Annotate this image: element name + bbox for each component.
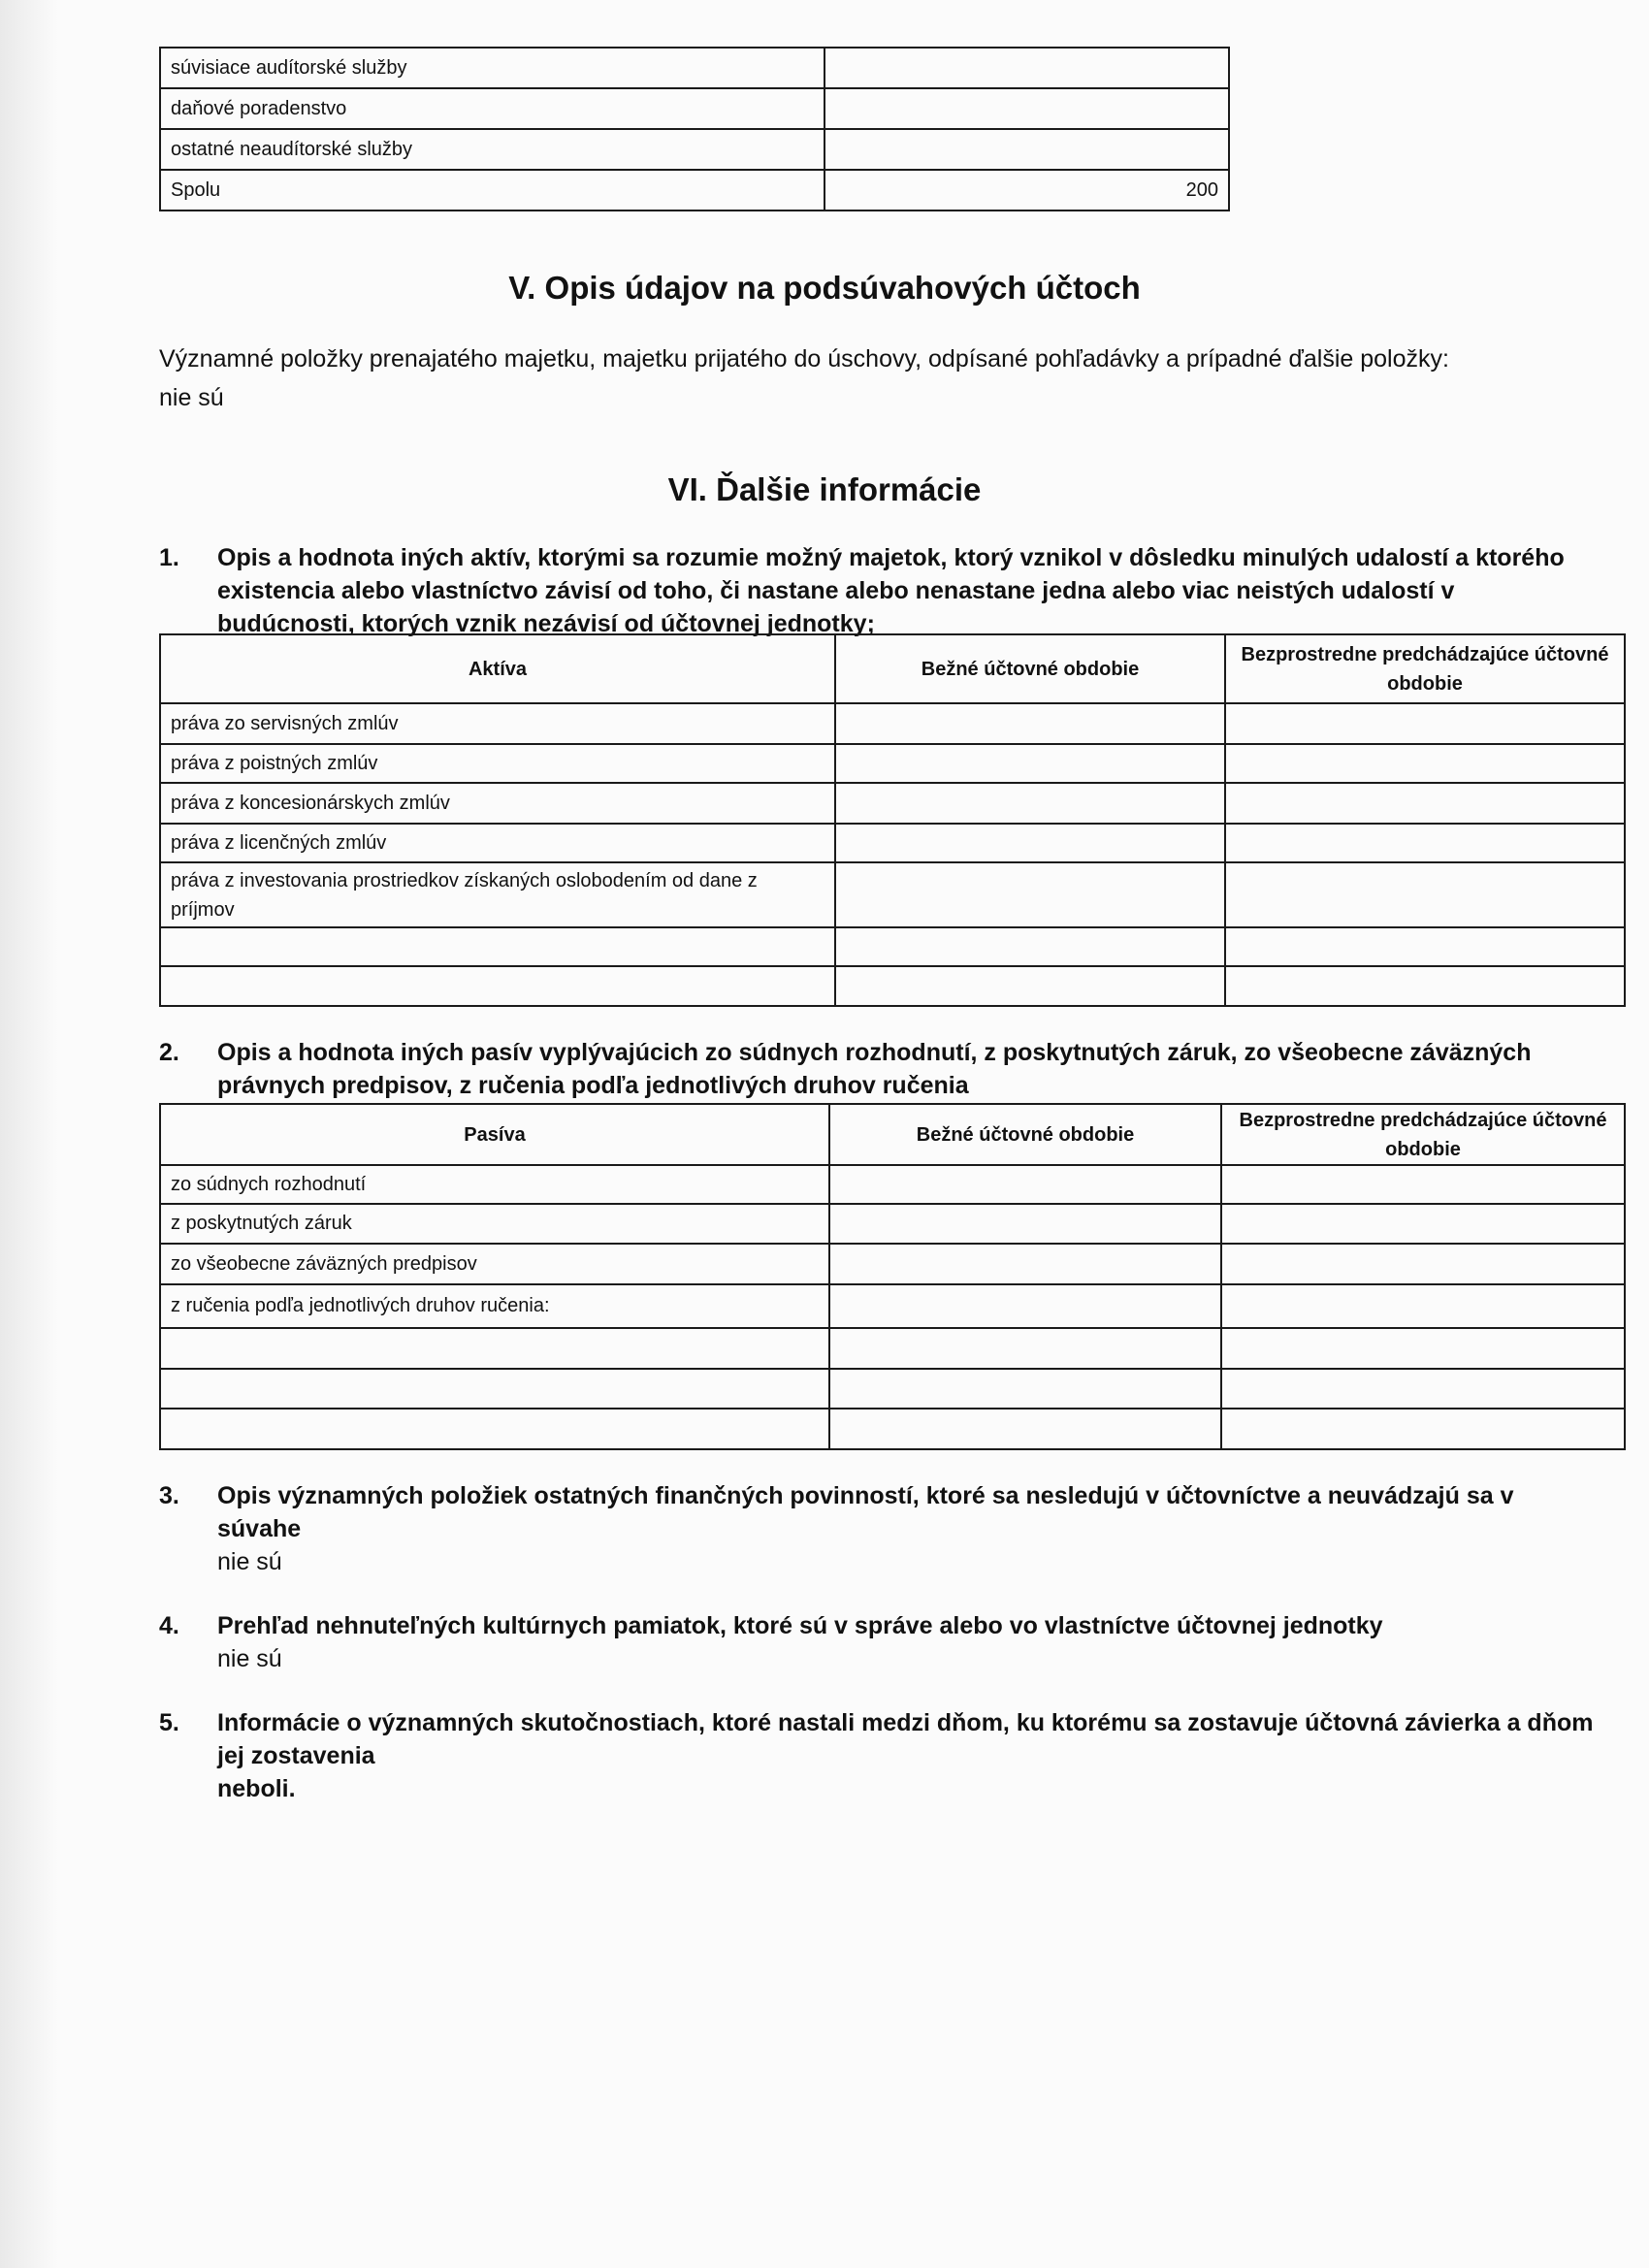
table-row: [160, 1409, 1625, 1449]
row-label: [160, 1369, 829, 1409]
scan-edge: [0, 0, 58, 2268]
section-v-title: V. Opis údajov na podsúvahových účtoch: [508, 270, 1141, 306]
table-row: [160, 927, 1625, 966]
row-value: 200: [824, 170, 1229, 211]
table-row: [160, 783, 1625, 824]
section-v-answer: nie sú: [159, 384, 224, 411]
row-label: [160, 927, 835, 966]
item-text: Prehľad nehnuteľných kultúrnych pamiatok, ktoré sú v správe alebo vo vlastníctve účtovnej jednotky: [217, 1612, 1383, 1639]
table-row: [160, 88, 1229, 129]
table-row: [160, 1284, 1625, 1328]
item-answer: neboli.: [217, 1775, 296, 1802]
item-text: Opis a hodnota iných pasív vyplývajúcich zo súdnych rozhodnutí, z poskytnutých záruk, zo všeobecne záväzných právnych predpisov, z ručenia podľa jednotlivých druhov ručenia: [217, 1039, 1532, 1099]
row-label: daňové poradenstvo: [160, 88, 824, 129]
row-label: práva z poistných zmlúv: [160, 744, 835, 783]
row-label: práva z koncesionárskych zmlúv: [160, 783, 835, 824]
item-number: 3.: [159, 1482, 179, 1509]
item-4: [159, 1609, 1595, 1675]
row-label: z ručenia podľa jednotlivých druhov ručenia:: [160, 1284, 829, 1328]
section-vi-title: VI. Ďalšie informácie: [667, 471, 982, 507]
table-row: [160, 1244, 1625, 1284]
row-label: práva z licenčných zmlúv: [160, 824, 835, 862]
table-row: [160, 862, 1625, 927]
row-label: ostatné neaudítorské služby: [160, 129, 824, 170]
column-header: Bezprostredne predchádzajúce účtovné obdobie: [1221, 1104, 1625, 1165]
item-number: 4.: [159, 1612, 179, 1639]
row-label: [160, 966, 835, 1006]
row-label: Spolu: [160, 170, 824, 211]
column-header: Bežné účtovné obdobie: [835, 634, 1225, 703]
table-row: [160, 966, 1625, 1006]
row-label: súvisiace audítorské služby: [160, 48, 824, 88]
column-header: Aktíva: [160, 634, 835, 703]
item-3: [159, 1479, 1595, 1578]
row-value: [824, 88, 1229, 129]
table-row: [160, 1328, 1625, 1369]
fees-table: [159, 47, 1230, 211]
item-number: 2.: [159, 1039, 179, 1066]
table-row: [160, 703, 1625, 744]
row-label: zo všeobecne záväzných predpisov: [160, 1244, 829, 1284]
item-text: Opis a hodnota iných aktív, ktorými sa rozumie možný majetok, ktorý vznikol v dôsledku minulých udalostí a ktorého existencia alebo vlastníctvo závisí od toho, či nastane alebo nenastane jedna alebo viac neistých udalostí v budúcnosti, ktorých vznik nezávisí od účtovnej jednotky;: [217, 544, 1565, 637]
table-row: [160, 1369, 1625, 1409]
table-row: [160, 1204, 1625, 1244]
item-answer: nie sú: [217, 1645, 282, 1672]
table-row: [160, 744, 1625, 783]
table-row: [160, 129, 1229, 170]
column-header: Bežné účtovné obdobie: [829, 1104, 1221, 1165]
assets-table: [159, 633, 1626, 1007]
row-label: práva zo servisných zmlúv: [160, 703, 835, 744]
item-text: Informácie o významných skutočnostiach, ktoré nastali medzi dňom, ku ktorému sa zostavuje účtovná závierka a dňom jej zostavenia: [217, 1709, 1594, 1769]
item-5: [159, 1706, 1595, 1805]
table-header-row: [160, 634, 1625, 703]
item-2: [159, 1036, 1595, 1102]
column-header: Bezprostredne predchádzajúce účtovné obdobie: [1225, 634, 1625, 703]
item-number: 5.: [159, 1709, 179, 1736]
row-value: [824, 129, 1229, 170]
table-row: [160, 170, 1229, 211]
row-label: práva z investovania prostriedkov získaných oslobodením od dane z príjmov: [160, 862, 835, 927]
table-row: [160, 824, 1625, 862]
row-label: [160, 1328, 829, 1369]
column-header: Pasíva: [160, 1104, 829, 1165]
table-row: [160, 1165, 1625, 1204]
section-v-text: Významné položky prenajatého majetku, majetku prijatého do úschovy, odpísané pohľadávky a prípadné ďalšie položky:: [159, 345, 1449, 373]
item-text: Opis významných položiek ostatných finančných povinností, ktoré sa nesledujú v účtovníctve a neuvádzajú sa v súvahe: [217, 1482, 1514, 1542]
table-row: [160, 48, 1229, 88]
item-answer: nie sú: [217, 1548, 282, 1575]
table-header-row: [160, 1104, 1625, 1165]
row-label: zo súdnych rozhodnutí: [160, 1165, 829, 1204]
row-label: [160, 1409, 829, 1449]
liabilities-table: [159, 1103, 1626, 1450]
item-1: [159, 541, 1595, 640]
row-value: [824, 48, 1229, 88]
row-label: z poskytnutých záruk: [160, 1204, 829, 1244]
item-number: 1.: [159, 544, 179, 571]
